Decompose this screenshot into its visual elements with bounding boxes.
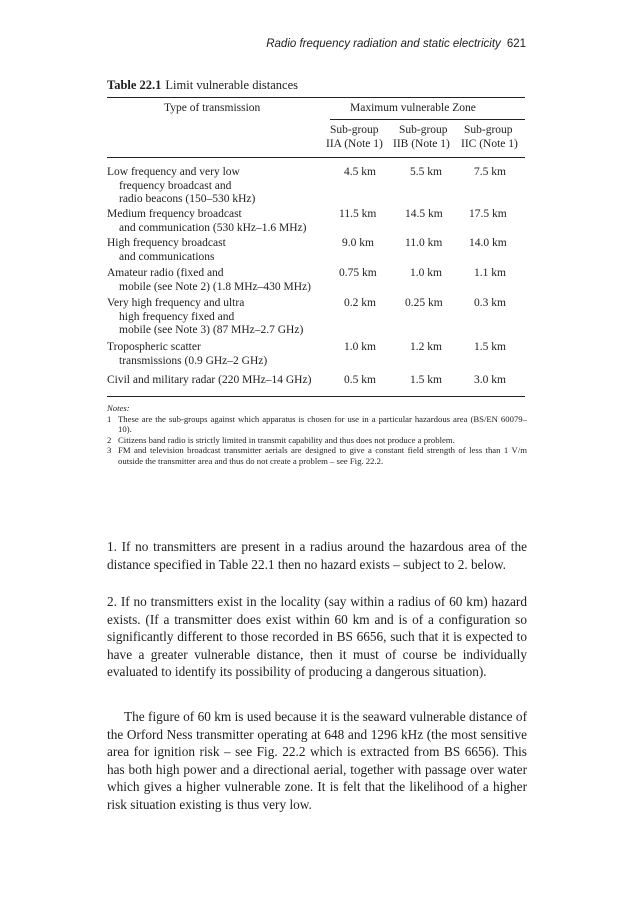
- body-paragraph-1: [107, 538, 527, 573]
- value-iib: 1.2 km: [410, 341, 442, 353]
- running-head: [266, 38, 526, 50]
- row-desc-line: Low frequency and very low: [107, 166, 240, 178]
- table-caption: [107, 78, 298, 93]
- value-iic: 1.5 km: [474, 341, 506, 353]
- subgroup-iia-line1: Sub-group: [330, 124, 379, 136]
- table-row-desc: [107, 237, 226, 264]
- column-header-zone: Maximum vulnerable Zone: [350, 102, 476, 114]
- value-iia: 0.5 km: [344, 374, 376, 386]
- value-iic: 7.5 km: [474, 166, 506, 178]
- page-number: 621: [506, 38, 526, 50]
- row-desc-line: Tropospheric scatter: [107, 341, 201, 353]
- row-desc-line: radio beacons (150–530 kHz): [119, 193, 256, 205]
- value-iib: 1.5 km: [410, 374, 442, 386]
- value-iic: 17.5 km: [469, 208, 507, 220]
- column-header-type: Type of transmission: [164, 102, 261, 114]
- row-desc-line: Medium frequency broadcast: [107, 208, 242, 220]
- row-desc-line: Civil and military radar (220 MHz–14 GHz): [107, 374, 312, 386]
- note-number: 2: [107, 434, 112, 445]
- table-top-rule: [107, 97, 525, 98]
- zone-header-rule: [330, 119, 525, 120]
- value-iib: 5.5 km: [410, 166, 442, 178]
- table-row-desc: [107, 297, 303, 338]
- row-desc-line: and communication (530 kHz–1.6 MHz): [119, 221, 307, 234]
- value-iia: 11.5 km: [339, 208, 377, 220]
- row-desc-line: frequency broadcast and: [119, 179, 232, 192]
- subgroup-iib-line1: Sub-group: [399, 124, 448, 136]
- note-text: FM and television broadcast transmitter aerials are designed to give a constant field strength of less than 1 V/m outside the transmitter area and thus do not create a problem – see Fig. 22.2.: [118, 445, 527, 466]
- table-title: Limit vulnerable distances: [165, 78, 299, 92]
- value-iia: 4.5 km: [344, 166, 376, 178]
- paragraph-text: 1. If no transmitters are present in a radius around the hazardous area of the distance specified in Table 22.1 then no hazard exists – subject to 2. below.: [107, 539, 527, 572]
- subgroup-iic-line2: IIC (Note 1): [461, 138, 518, 150]
- value-iib: 1.0 km: [410, 267, 442, 279]
- note-number: 3: [107, 445, 112, 455]
- value-iia: 9.0 km: [342, 237, 374, 249]
- value-iic: 0.3 km: [474, 297, 506, 309]
- table-row-desc: [107, 166, 255, 207]
- note-text: Citizens band radio is strictly limited in transmit capability and thus does not produce a problem.: [118, 434, 455, 445]
- note-item: [107, 435, 527, 446]
- value-iib: 11.0 km: [405, 237, 443, 249]
- running-head-title: Radio frequency radiation and static electricity: [266, 38, 501, 50]
- table-row-desc: [107, 208, 306, 235]
- row-desc-line: mobile (see Note 2) (1.8 MHz–430 MHz): [119, 280, 311, 293]
- value-iic: 1.1 km: [474, 267, 506, 279]
- table-bottom-rule: [107, 396, 525, 397]
- table-row-desc: [107, 374, 311, 388]
- subgroup-iic-line1: Sub-group: [464, 124, 513, 136]
- body-paragraph-3: [107, 708, 527, 814]
- value-iic: 3.0 km: [474, 374, 506, 386]
- row-desc-line: High frequency broadcast: [107, 237, 226, 249]
- note-item: [107, 414, 527, 435]
- body-paragraph-2: [107, 593, 527, 681]
- table-label: Table 22.1: [107, 78, 162, 92]
- subgroup-iib-line2: IIB (Note 1): [393, 138, 450, 150]
- paragraph-text: 2. If no transmitters exist in the locality (say within a radius of 60 km) hazard exists. (If a transmitter does exist within 60 km and is of a configuration so significantly different to those recorded in BS 6656, such that it is expected to have a greater vulnerable distance, then it must of course be individually evaluated to identify its possibility of producing a dangerous situation).: [107, 594, 527, 680]
- row-desc-line: Very high frequency and ultra: [107, 297, 245, 309]
- value-iia: 1.0 km: [344, 341, 376, 353]
- note-item: [107, 445, 527, 466]
- row-desc-line: mobile (see Note 3) (87 MHz–2.7 GHz): [119, 324, 304, 336]
- value-iib: 0.25 km: [405, 297, 443, 309]
- value-iia: 0.2 km: [344, 297, 376, 309]
- notes-heading: Notes:: [107, 403, 130, 413]
- row-desc-line: transmissions (0.9 GHz–2 GHz): [119, 354, 268, 367]
- value-iib: 14.5 km: [405, 208, 443, 220]
- row-desc-line: high frequency fixed and: [119, 310, 235, 323]
- table-row-desc: [107, 341, 267, 368]
- header-bottom-rule: [107, 157, 525, 158]
- row-desc-line: Amateur radio (fixed and: [107, 267, 224, 279]
- table-row-desc: [107, 267, 311, 294]
- row-desc-line: and communications: [119, 250, 215, 263]
- paragraph-text: The figure of 60 km is used because it is the seaward vulnerable distance of the Orford Ness transmitter operating at 648 and 1296 kHz (the most sensitive area for ignition risk – see Fig. 22.2 which is extracted from BS 6656). This has both high power and a directional aerial, together with passage over water which gives a higher vulnerable zone. It is felt that the likelihood of a higher risk situation existing is thus very low.: [107, 709, 527, 812]
- table-notes: [107, 403, 527, 466]
- note-text: These are the sub-groups against which apparatus is chosen for use in a particular hazardous area (BS/EN 60079–10).: [118, 413, 527, 434]
- note-number: 1: [107, 413, 112, 424]
- value-iic: 14.0 km: [469, 237, 507, 249]
- subgroup-iia-line2: IIA (Note 1): [326, 138, 383, 150]
- value-iia: 0.75 km: [339, 267, 377, 279]
